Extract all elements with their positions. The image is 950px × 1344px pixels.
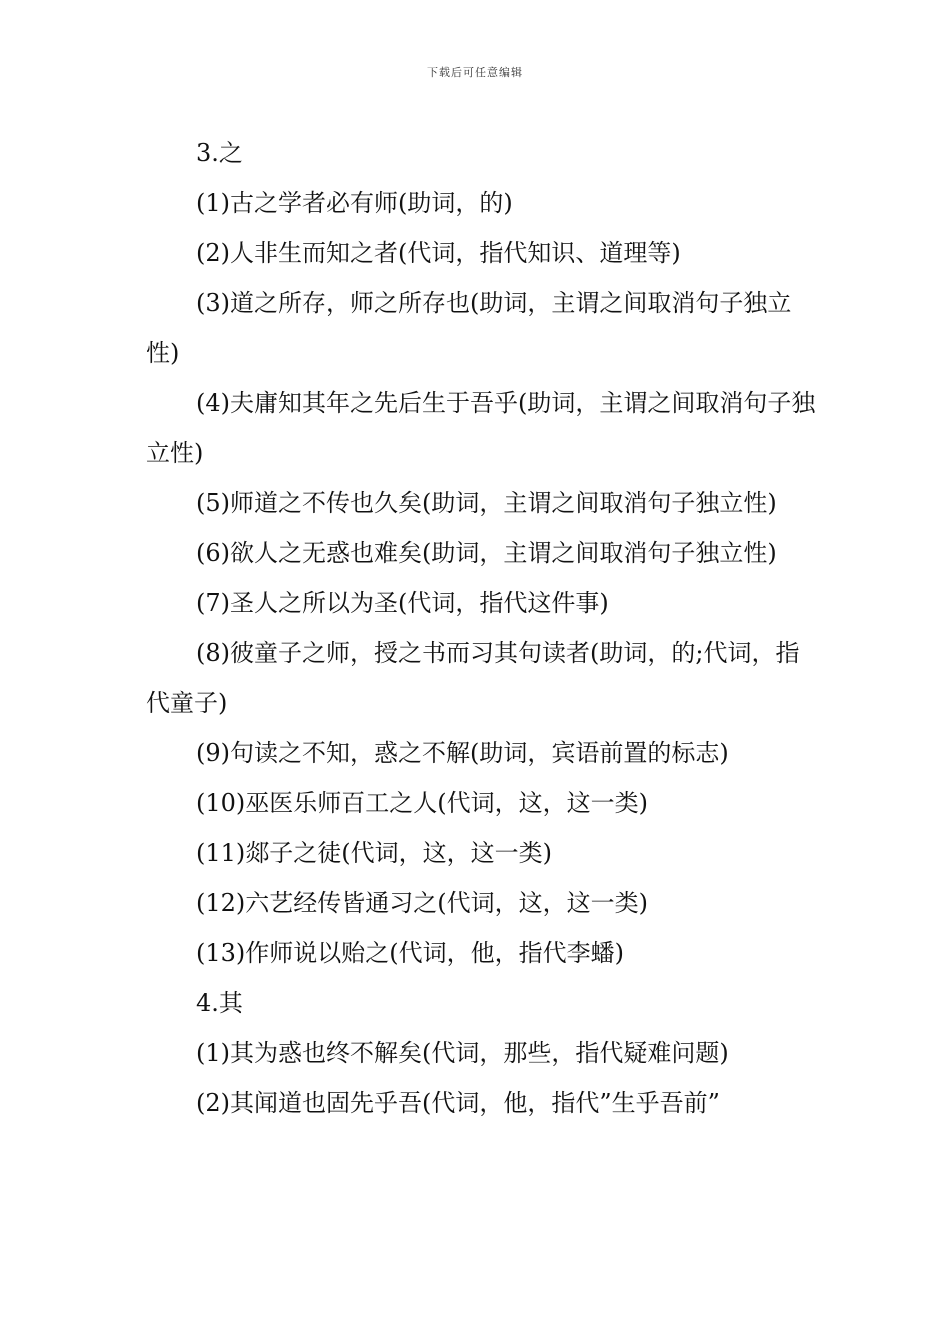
list-item: (11)郯子之徒(代词，这，这一类) [196, 839, 552, 867]
list-item: (12)六艺经传皆通习之(代词，这，这一类) [196, 889, 648, 917]
list-item: (10)巫医乐师百工之人(代词，这，这一类) [196, 789, 648, 817]
list-item: (2)人非生而知之者(代词，指代知识、道理等) [196, 239, 681, 267]
list-item: (8)彼童子之师，授之书而习其句读者(助词，的;代词，指代童子) [146, 639, 800, 717]
list-item: (1)古之学者必有师(助词，的) [196, 189, 513, 217]
list-item: (2)其闻道也固先乎吾(代词，他，指代”生乎吾前” [196, 1089, 720, 1117]
list-item: (7)圣人之所以为圣(代词，指代这件事) [196, 589, 609, 617]
list-item: (3)道之所存，师之所存也(助词，主谓之间取消句子独立性) [146, 289, 792, 367]
header-note: 下载后可任意编辑 [427, 66, 523, 79]
document-body [146, 128, 816, 1128]
list-item: (1)其为惑也终不解矣(代词，那些，指代疑难问题) [196, 1039, 729, 1067]
list-item: (6)欲人之无惑也难矣(助词，主谓之间取消句子独立性) [196, 539, 777, 567]
section-heading-qi: 4.其 [196, 989, 243, 1017]
list-item: (13)作师说以贻之(代词，他，指代李蟠) [196, 939, 624, 967]
list-item: (5)师道之不传也久矣(助词，主谓之间取消句子独立性) [196, 489, 777, 517]
list-item: (4)夫庸知其年之先后生于吾乎(助词，主谓之间取消句子独立性) [146, 389, 816, 467]
section-heading-zhi: 3.之 [196, 139, 243, 167]
list-item: (9)句读之不知，惑之不解(助词，宾语前置的标志) [196, 739, 729, 767]
